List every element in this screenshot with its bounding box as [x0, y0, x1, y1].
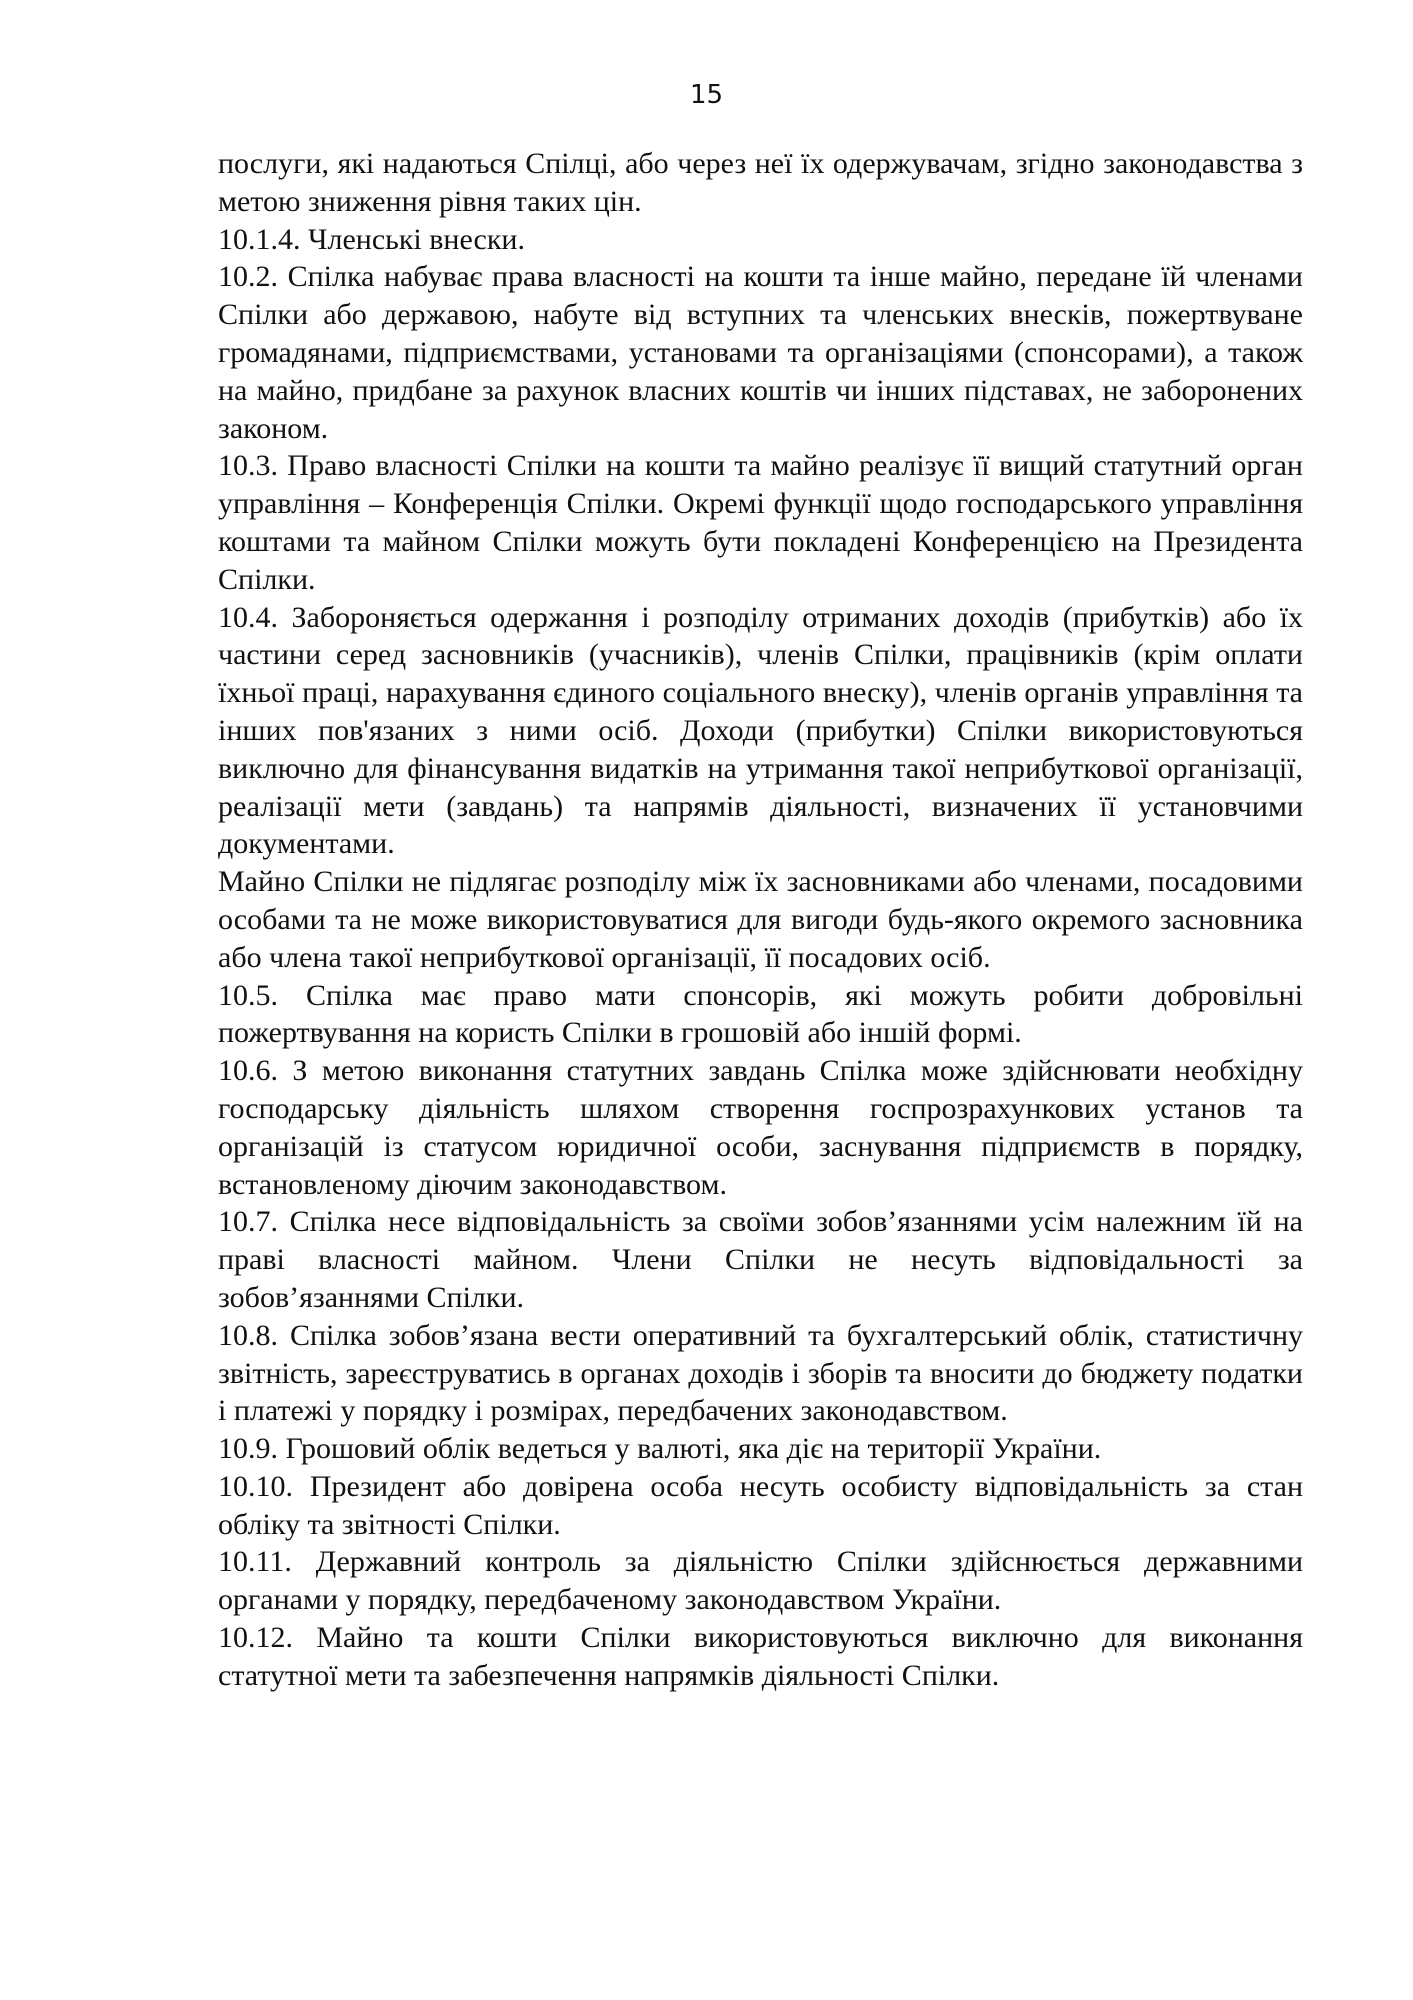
document-body: [218, 145, 1303, 1695]
paragraph-10-1-4: 10.1.4. Членські внески.: [218, 222, 525, 256]
paragraph-10-11: 10.11. Державний контроль за діяльністю Спілки здійснюється державними органами у порядку, передбаченому законодавством України.: [218, 1545, 1303, 1617]
paragraph-10-7: 10.7. Спілка несе відповідальність за своїми зобов’язаннями усім належним їй на праві власності майном. Члени Спілки не несуть відповідальності за зобов’язаннями Спілки.: [218, 1205, 1303, 1314]
paragraph-continuation: послуги, які надаються Спілці, або через неї їх одержувачам, згідно законодавства з метою зниження рівня таких цін.: [218, 147, 1303, 218]
paragraph-10-8: 10.8. Спілка зобов’язана вести оперативний та бухгалтерський облік, статистичну звітність, зареєструватись в органах доходів і зборів та вносити до бюджету податки і платежі у порядку і розмірах, передбачених законодавством.: [218, 1318, 1303, 1428]
page-number: 15: [689, 80, 724, 110]
paragraph-10-3: 10.3. Право власності Спілки на кошти та майно реалізує її вищий статутний орган управління – Конференція Спілки. Окремі функції щодо господарського управління коштами та майном Спілки можуть бути покладені Конференцією на Президента Спілки.: [218, 449, 1303, 596]
paragraph-property: Майно Спілки не підлягає розподілу між їх засновниками або членами, посадовими особами та не може використовуватися для вигоди будь-якого окремого засновника або члена такої неприбуткової організації, її посадових осіб.: [218, 865, 1303, 974]
paragraph-10-5: 10.5. Спілка має право мати спонсорів, які можуть робити добровільні пожертвування на користь Спілки в грошовій або іншій формі.: [218, 978, 1303, 1050]
paragraph-10-12: 10.12. Майно та кошти Спілки використовуються виключно для виконання статутної мети та забезпечення напрямків діяльності Спілки.: [218, 1621, 1303, 1692]
paragraph-10-6: 10.6. З метою виконання статутних завдань Спілка може здійснювати необхідну господарську діяльність шляхом створення госпрозрахункових установ та організацій із статусом юридичної особи, заснування підприємств в порядку, встановленому діючим законодавством.: [218, 1054, 1303, 1201]
paragraph-10-4: 10.4. Забороняється одержання і розподілу отриманих доходів (прибутків) або їх частини серед засновників (учасників), членів Спілки, працівників (крім оплати їхньої праці, нарахування єдиного соціального внеску), членів органів управління та інших пов'язаних з ними осіб. Доходи (прибутки) Спілки використовуються виключно для фінансування видатків на утримання такої неприбуткової організації, реалізації мети (завдань) та напрямів діяльності, визначених її установчими документами.: [218, 600, 1303, 861]
paragraph-10-9: 10.9. Грошовий облік ведеться у валюті, яка діє на території України.: [218, 1432, 1102, 1466]
paragraph-10-10: 10.10. Президент або довірена особа несуть особисту відповідальність за стан обліку та звітності Спілки.: [218, 1469, 1303, 1541]
paragraph-10-2: 10.2. Спілка набуває права власності на кошти та інше майно, передане їй членами Спілки або державою, набуте від вступних та членських внесків, пожертвуване громадянами, підприємствами, установами та організаціями (спонсорами), а також на майно, придбане за рахунок власних коштів чи інших підставах, не заборонених законом.: [218, 260, 1303, 445]
